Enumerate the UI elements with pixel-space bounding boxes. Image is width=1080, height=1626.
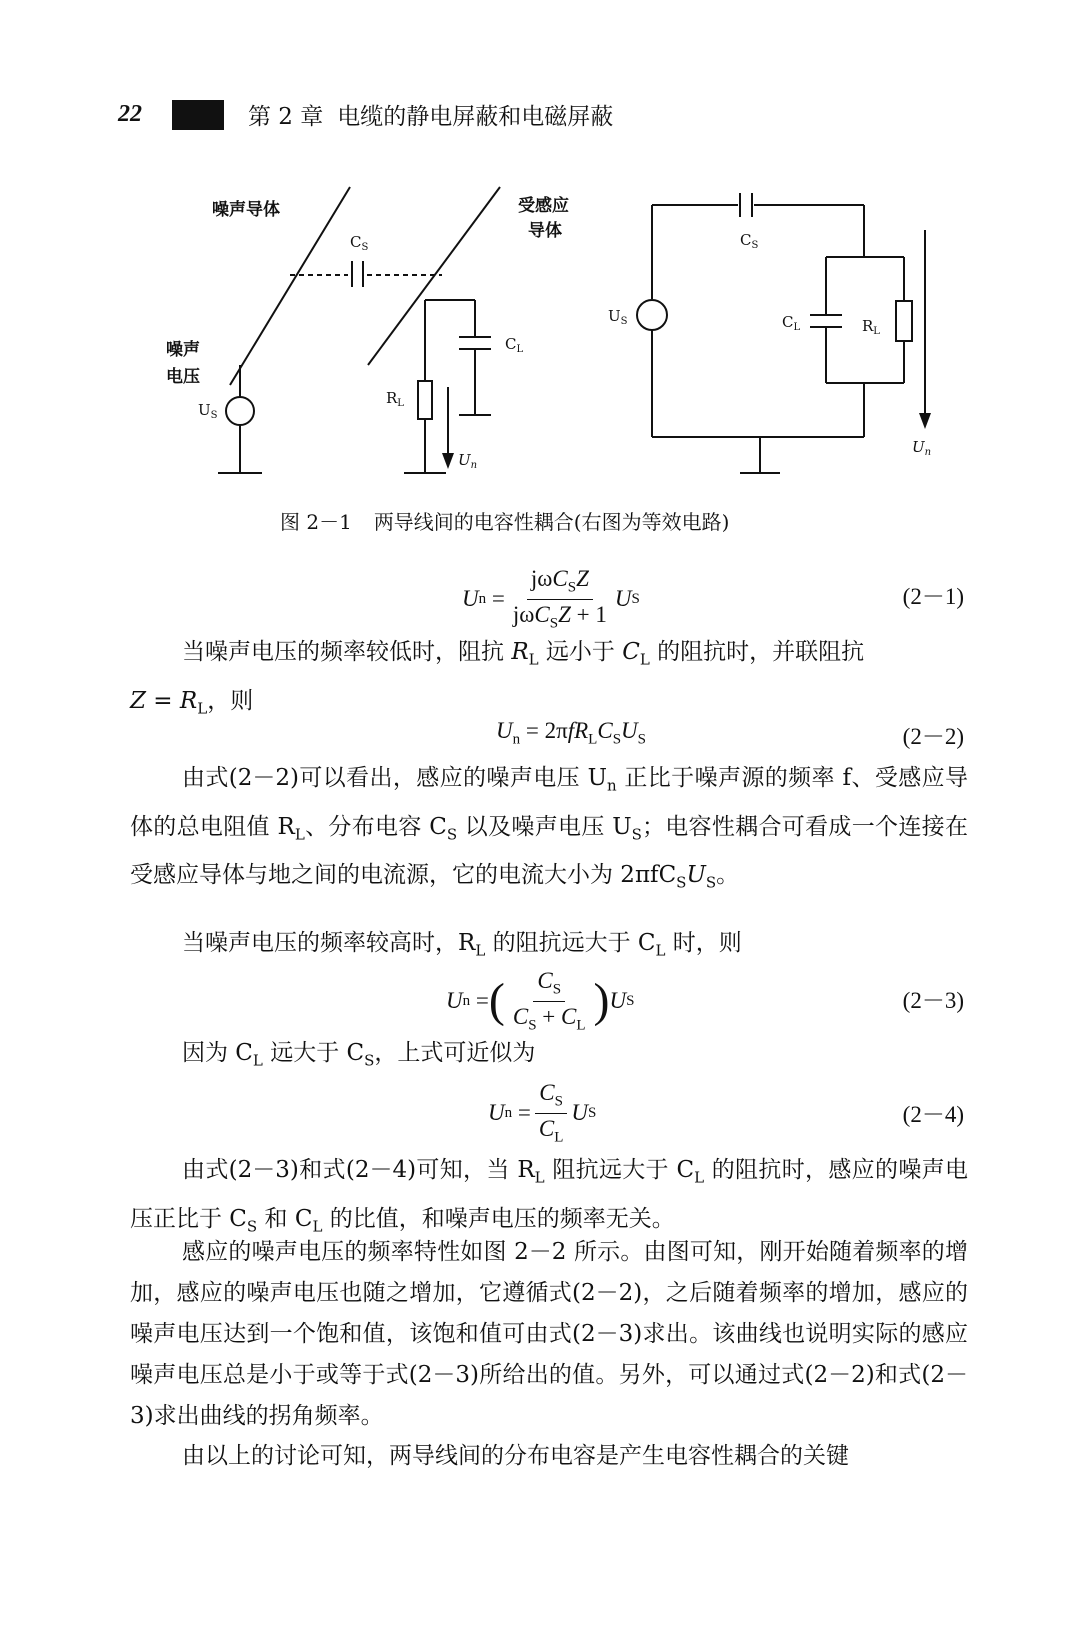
- paragraph-6: 感应的噪声电压的频率特性如图 2－2 所示。由图可知，刚开始随着频率的增加，感应的噪声电压也随之增加，它遵循式(2－2)，之后随着频率的增加，感应的噪声电压达到一个饱和值，该饱和值可由式(2－3)求出。该曲线也说明实际的感应噪声电压总是小于或等于式(2－3)所给出的值。另外，可以通过式(2－2)和式(2－3)求出曲线的拐角频率。: [130, 1239, 968, 1429]
- un-arrow-left-head: [442, 453, 454, 469]
- label-cs-left: $C_S$: [350, 233, 369, 253]
- un-arrow-right-head: [919, 413, 931, 429]
- label-un-right: $U_n$: [912, 438, 932, 458]
- label-rl-right: $R_L$: [862, 317, 880, 337]
- equation-2-1: U n = $\frac{j\omega C_SZ}{j\omega C_SZ + 1}$ U S (2－1): [462, 566, 964, 632]
- label-noise-voltage-2: 电压: [166, 367, 200, 387]
- paragraph-1: 当噪声电压的频率较低时，阻抗 $R_L$ 远小于 $C_L$ 的阻抗时，并联阻抗 $Z = R_L$，则: [130, 639, 865, 718]
- noise-source-circle: [226, 397, 254, 425]
- label-sensed-1: 受感应: [518, 196, 569, 216]
- paragraph-2: 由式(2－2)可以看出，感应的噪声电压 $U_n$ 正比于噪声源的频率 f、受感应导体的总电阻值 $R_L$、分布电容 $C_S$ 以及噪声电压 $U_S$；电容性耦合可看成一个连接在受感应导体与地之间的电流源，它的电流大小为 $2\pi fC_SU_S$。: [130, 765, 968, 892]
- label-rl-left: $R_L$: [386, 389, 404, 409]
- header-block: [172, 100, 224, 130]
- label-noise-voltage-1: 噪声: [166, 340, 200, 360]
- equation-number-2-2: (2－2): [902, 724, 964, 749]
- equation-2-3: U n = ( $\frac{C_S}{C_S + C_L}$ ) U S (2－3): [446, 968, 964, 1034]
- page-number: 22: [118, 101, 142, 127]
- eq-source-circle: [637, 300, 667, 330]
- figure-caption-number: 图 2－1: [280, 510, 352, 534]
- equation-2-2: $U_n = 2\pi fR_LC_SU_S$ (2－2): [496, 718, 964, 749]
- chapter-title: 电缆的静电屏蔽和电磁屏蔽: [337, 104, 614, 130]
- label-us-right: $U_S$: [608, 307, 628, 327]
- label-noise-conductor: 噪声导体: [212, 200, 280, 220]
- figure-caption-text: 两导线间的电容性耦合(右图为等效电路): [373, 510, 730, 534]
- label-sensed-2: 导体: [528, 221, 562, 241]
- paragraph-5: 由式(2－3)和式(2－4)可知，当 $R_L$ 阻抗远大于 $C_L$ 的阻抗时，感应的噪声电压正比于 $C_S$ 和 $C_L$ 的比值，和噪声电压的频率无关。: [130, 1157, 968, 1236]
- chapter-label: 第 2 章: [248, 104, 324, 130]
- label-cl-right: $C_L$: [782, 313, 801, 333]
- paragraph-7: 由以上的讨论可知，两导线间的分布电容是产生电容性耦合的关键: [182, 1443, 849, 1469]
- equation-number-2-1: (2－1): [902, 584, 964, 609]
- label-cl-left: $C_L$: [505, 335, 524, 355]
- figure-caption: [280, 506, 729, 535]
- equation-2-4: U n = $\frac{C_S}{C_L}$ U S (2－4): [488, 1080, 964, 1146]
- page-header: [118, 98, 613, 131]
- paragraph-4: 因为 $C_L$ 远大于 $C_S$，上式可近似为: [182, 1040, 536, 1070]
- equation-number-2-3: (2－3): [902, 988, 964, 1013]
- figure-capacitive-coupling: [150, 175, 1000, 515]
- paragraph-3: 当噪声电压的频率较高时，$R_L$ 的阻抗远大于 $C_L$ 时，则: [182, 930, 742, 960]
- label-us-left: $U_S$: [198, 401, 218, 421]
- eq-rl-resistor: [896, 301, 912, 341]
- rl-resistor: [418, 381, 432, 419]
- equation-number-2-4: (2－4): [902, 1102, 964, 1127]
- label-cs-right: $C_S$: [740, 231, 759, 251]
- label-un-left: $U_n$: [458, 451, 478, 471]
